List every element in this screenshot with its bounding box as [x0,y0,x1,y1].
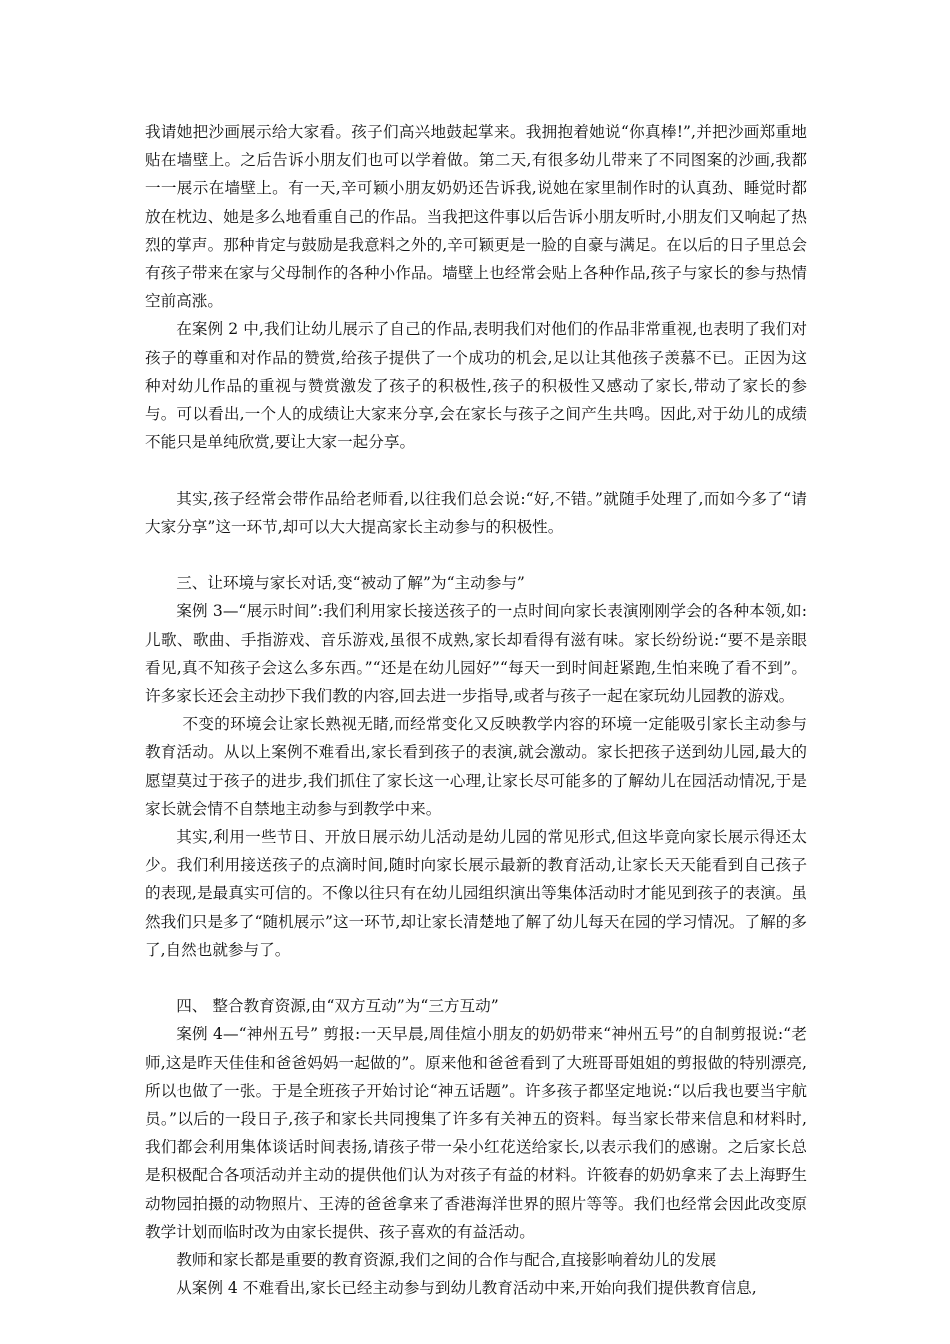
paragraph-resources-line-1: 教师和家长都是重要的教育资源,我们之间的合作与配合,直接影响着幼儿的发展 [176,1251,717,1270]
paragraph-spacer [145,541,807,569]
paragraph-case-3: 案例 3—“展示时间”:我们利用家长接送孩子的一点时间向家长表演刚刚学会的各种本领,如:儿歌、歌曲、手指游戏、音乐游戏,虽很不成熟,家长却看得有滋有味。家长纷纷说:“要不是亲眼看见,真不知孩子会这么多东西。”“还是在幼儿园好”“每天一到时间赶紧跑,生怕来晚了看不到”。许多家长还会主动抄下我们教的内容,回去进一步指导,或者与孩子一起在家玩幼儿园教的游戏。 [145,602,807,706]
section-heading-4: 四、 整合教育资源,由“双方互动”为“三方互动” [176,997,499,1016]
paragraph-case-2-analysis: 在案例 2 中,我们让幼儿展示了自己的作品,表明我们对他们的作品非常重视,也表明了我们对孩子的尊重和对作品的赞赏,给孩子提供了一个成功的机会,足以让其他孩子羡慕不已。正因为这种对幼儿作品的重视与赞赏激发了孩子的积极性,孩子的积极性又感动了家长,带动了家长的参与。可以看出,一个人的成绩让大家来分享,会在家长与孩子之间产生共鸣。因此,对于幼儿的成绩不能只是单纯欣赏,要让大家一起分享。 [145,320,807,452]
document-body [145,118,807,1302]
paragraph-sharing-summary: 其实,孩子经常会带作品给老师看,以往我们总会说:“好,不错。”就随手处理了,而如今多了“请大家分享”这一环节,却可以大大提高家长主动参与的积极性。 [145,489,807,536]
paragraph-environment-analysis: 不变的环境会让家长熟视无睹,而经常变化又反映教学内容的环境一定能吸引家长主动参与教育活动。从以上案例不难看出,家长看到孩子的表演,就会激动。家长把孩子送到幼儿园,最大的愿望莫过于孩子的进步,我们抓住了家长这一心理,让家长尽可能多的了解幼儿在园活动情况,于是家长就会情不自禁地主动参与到教学中来。 [145,715,807,818]
paragraph-spacer [145,456,807,484]
paragraph-spacer [145,964,807,992]
paragraph-random-display: 其实,利用一些节日、开放日展示幼儿活动是幼儿园的常见形式,但这毕竟向家长展示得还太少。我们利用接送孩子的点滴时间,随时向家长展示最新的教育活动,让家长天天能看到自己孩子的表现,是最真实可信的。不像以往只有在幼儿园组织演出等集体活动时才能见到孩子的表演。虽然我们只是多了“随机展示”这一环节,却让家长清楚地了解了幼儿每天在园的学习情况。了解的多了,自然也就参与了。 [145,828,807,959]
paragraph-sand-painting: 我请她把沙画展示给大家看。孩子们高兴地鼓起掌来。我拥抱着她说“你真棒!”,并把沙画郑重地贴在墙壁上。之后告诉小朋友们也可以学着做。第二天,有很多幼儿带来了不同图案的沙画,我都一一展示在墙壁上。有一天,辛可颖小朋友奶奶还告诉我,说她在家里制作时的认真劲、睡觉时都放在枕边、她是多么地看重自己的作品。当我把这件事以后告诉小朋友听时,小朋友们又响起了热烈的掌声。那种肯定与鼓励是我意料之外的,辛可颖更是一脸的自豪与满足。在以后的日子里总会有孩子带来在家与父母制作的各种小作品。墙壁上也经常会贴上各种作品,孩子与家长的参与热情空前高涨。 [145,123,807,311]
paragraph-resources-line-2: 从案例 4 不难看出,家长已经主动参与到幼儿教育活动中来,开始向我们提供教育信息, [176,1279,757,1298]
paragraph-case-4: 案例 4—“神州五号” 剪报:一天早晨,周佳煊小朋友的奶奶带来“神州五号”的自制剪报说:“老师,这是昨天佳佳和爸爸妈妈一起做的”。原来他和爸爸看到了大班哥哥姐姐的剪报做的特别漂亮,所以也做了一张。于是全班孩子开始讨论“神五话题”。许多孩子都坚定地说:“以后我也要当宇航员。”以后的一段日子,孩子和家长共同搜集了许多有关神五的资料。每当家长带来信息和材料时,我们都会利用集体谈话时间表扬,请孩子带一朵小红花送给家长,以表示我们的感谢。之后家长总是积极配合各项活动并主动的提供他们认为对孩子有益的材料。许筱春的奶奶拿来了去上海野生动物园拍摄的动物照片、王涛的爸爸拿来了香港海洋世界的照片等等。我们也经常会因此改变原教学计划而临时改为由家长提供、孩子喜欢的有益活动。 [145,1025,807,1241]
section-heading-3: 三、让环境与家长对话,变“被动了解”为“主动参与” [176,574,525,593]
